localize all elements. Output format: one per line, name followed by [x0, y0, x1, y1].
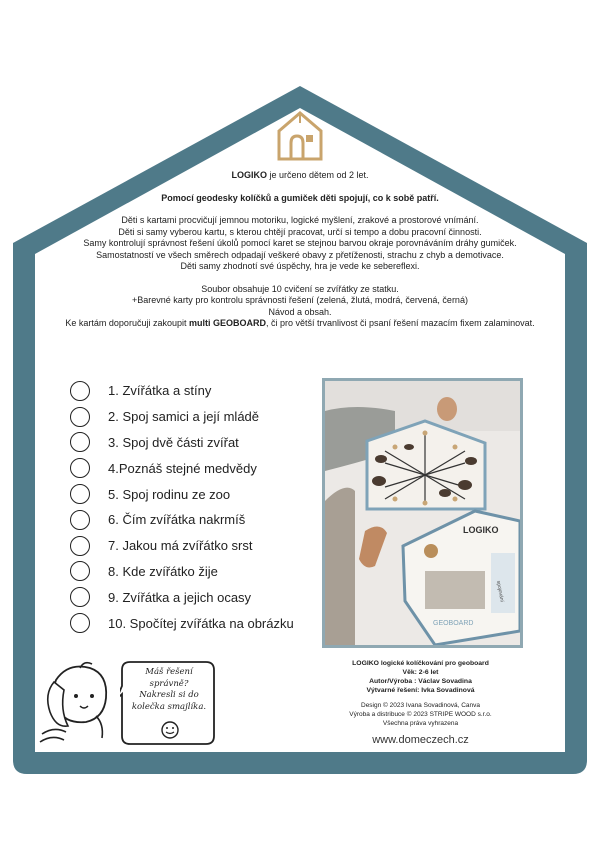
- list-item: [70, 610, 310, 636]
- list-item: [70, 559, 310, 585]
- exercise-label: 3. Spoj dvě části zvířat: [108, 434, 239, 450]
- contents-line: +Barevné karty pro kontrolu správnosti řešení (zelená, žlutá, modrá, červená, černá): [132, 295, 468, 305]
- checkbox-circle[interactable]: [70, 458, 90, 478]
- exercise-label: 2. Spoj samici a její mládě: [108, 409, 260, 425]
- author-line: Autor/Výroba : Václav Sovadina: [369, 678, 472, 685]
- list-item: [70, 584, 310, 610]
- brand-name: LOGIKO: [231, 170, 267, 180]
- contents-line: Soubor obsahuje 10 cvičení se zvířátky ze statku.: [201, 283, 399, 294]
- production-line: Výroba a distribuce © 2023 STRIPE WOOD s.r.o.: [349, 711, 492, 718]
- list-item: [70, 430, 310, 456]
- list-item: [70, 533, 310, 559]
- exercise-label: 5. Spoj rodinu ze zoo: [108, 486, 231, 502]
- product-photo: [322, 378, 523, 648]
- card-sub-text: GEOBOARD: [433, 620, 474, 627]
- exercise-label: 10. Spočítej zvířátka na obrázku: [108, 615, 294, 631]
- exercise-label: 6. Čím zvířátka nakrmíš: [108, 512, 246, 528]
- card-brand-text: LOGIKO: [463, 525, 499, 535]
- exercise-label: 9. Zvířátka a jejich ocasy: [108, 589, 252, 605]
- list-item: [70, 481, 310, 507]
- design-line: Design © 2023 Ivana Sovadinová, Canva: [361, 702, 480, 709]
- rights-line: Všechna práva vyhrazena: [382, 720, 459, 727]
- exercise-label: 1. Zvířátka a stíny: [108, 383, 212, 399]
- list-item: [70, 378, 310, 404]
- checkbox-circle[interactable]: [70, 484, 90, 504]
- intro-paragraph: Samostatností ve všech směrech odpadají veškeré obavy z přetíženosti, strachu z chyb a demotivace.: [96, 249, 504, 260]
- website-link[interactable]: www.domeczech.cz: [372, 734, 469, 746]
- card-side-text: spojování: [495, 580, 505, 603]
- solution-line: Výtvarné řešení: Ivka Sovadinová: [366, 687, 475, 694]
- intro-paragraph: Děti si samy vyberou kartu, s kterou chtějí pracovat, určí si tempo a dobu pracovní činnosti.: [118, 226, 482, 237]
- age-line: Věk: 2-6 let: [402, 669, 439, 676]
- checkbox-circle[interactable]: [70, 432, 90, 452]
- bubble-text: Máš řešení správně? Nakresli si do kolečka smajlíka.: [131, 667, 207, 712]
- exercise-checklist: [70, 378, 310, 636]
- exercise-label: 4.Poznáš stejné medvědy: [108, 460, 257, 476]
- intro-paragraph: Samy kontrolují správnost řešení úkolů pomocí karet se stejnou barvou okraje porovnáváním dráhy gumiček.: [83, 238, 517, 248]
- intro-age-line: LOGIKO je určeno dětem od 2 let.: [231, 170, 369, 180]
- checkbox-circle[interactable]: [70, 561, 90, 581]
- checkbox-circle[interactable]: [70, 510, 90, 530]
- contents-line: Návod a obsah.: [268, 306, 332, 317]
- list-item: [70, 455, 310, 481]
- photo-illustration: [325, 381, 520, 645]
- credits-block: [318, 659, 523, 728]
- girl-illustration-icon: [38, 660, 118, 752]
- recommend-line: Ke kartám doporučuji zakoupit multi GEOBOARD, či pro větší trvanlivost či psaní řešení mazacím fixem zalaminovat.: [65, 318, 535, 328]
- intro-headline: Pomocí geodesky kolíčků a gumiček děti spojují, co k sobě patří.: [161, 192, 439, 203]
- product-line: LOGIKO logické kolíčkování pro geoboard: [352, 660, 489, 667]
- intro-paragraph: Děti s kartami procvičují jemnou motoriku, logické myšlení, zrakové a prostorové vnímání.: [121, 215, 479, 225]
- checkbox-circle[interactable]: [70, 536, 90, 556]
- list-item: [70, 507, 310, 533]
- checkbox-circle[interactable]: [70, 381, 90, 401]
- checkbox-circle[interactable]: [70, 613, 90, 633]
- exercise-label: 7. Jakou má zvířátko srst: [108, 538, 253, 554]
- intro-paragraph: Děti samy zhodnotí své úspěchy, hra je vede ke sebereflexi.: [180, 261, 420, 271]
- checkbox-circle[interactable]: [70, 587, 90, 607]
- house-logo-icon: [276, 109, 324, 163]
- list-item: [70, 404, 310, 430]
- exercise-label: 8. Kde zvířátko žije: [108, 563, 218, 579]
- checkbox-circle[interactable]: [70, 407, 90, 427]
- intro-text: [40, 170, 560, 330]
